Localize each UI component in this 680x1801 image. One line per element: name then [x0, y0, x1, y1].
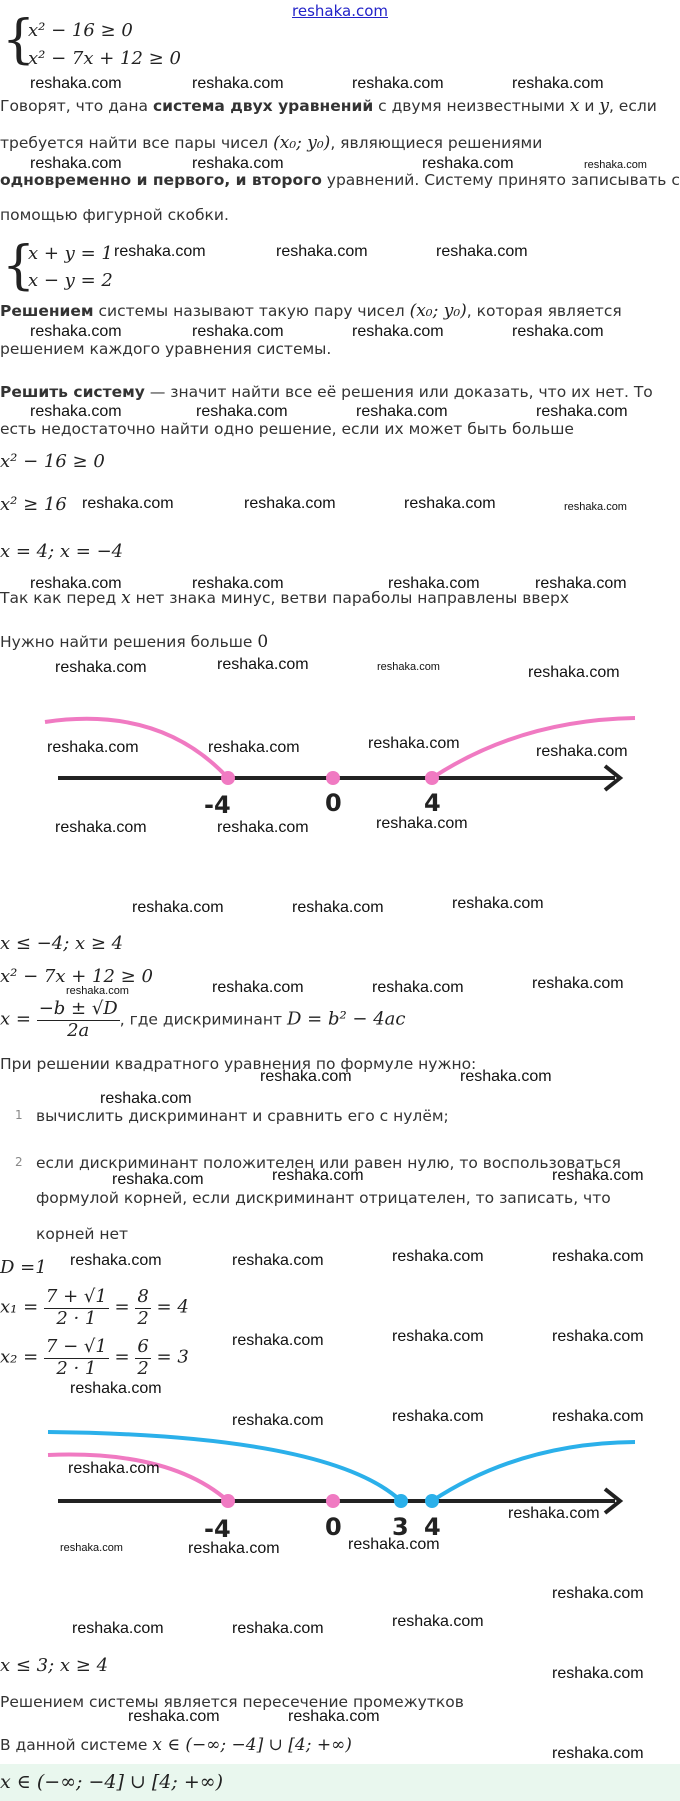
- intro-line1: Говорят, что дана система двух уравнений с двумя неизвестными x и y, если: [0, 96, 657, 116]
- list-item-2c: корней нет: [36, 1225, 129, 1243]
- watermark: reshaka.com: [208, 739, 300, 756]
- watermark: reshaka.com: [352, 75, 444, 92]
- watermark: reshaka.com: [82, 495, 174, 512]
- watermark: reshaka.com: [356, 403, 448, 420]
- answer-box: [0, 1764, 680, 1801]
- conclusion-line1: Решением системы является пересечение промежутков: [0, 1693, 464, 1711]
- point-0: [326, 1494, 340, 1508]
- watermark: reshaka.com: [100, 1090, 192, 1107]
- number-line-1: [0, 700, 680, 830]
- watermark: reshaka.com: [232, 1412, 324, 1429]
- watermark: reshaka.com: [352, 323, 444, 340]
- watermark: reshaka.com: [244, 495, 336, 512]
- system1-eq2: x² − 7x + 12 ≥ 0: [28, 48, 181, 69]
- watermark: reshaka.com: [272, 1167, 364, 1184]
- list-number-1: 1: [15, 1108, 23, 1122]
- quadratic-formula: x = $\frac{-b \pm √D}{2a}$ , где дискриминант D = b² − 4ac: [0, 998, 406, 1041]
- list-item-2b: формулой корней, если дискриминант отрицателен, то записать, что: [36, 1189, 611, 1207]
- watermark: reshaka.com: [564, 501, 627, 513]
- watermark: reshaka.com: [30, 403, 122, 420]
- intro-line3: одновременно и первого, и второго уравнений. Систему принято записывать с: [0, 171, 680, 189]
- watermark: reshaka.com: [584, 159, 647, 171]
- watermark: reshaka.com: [368, 735, 460, 752]
- solution-def-line1: Решением системы называют такую пару чисел (x₀; y₀), которая является: [0, 301, 622, 321]
- watermark: reshaka.com: [192, 155, 284, 172]
- watermark: reshaka.com: [348, 1536, 440, 1553]
- system1-eq1: x² − 16 ≥ 0: [28, 20, 133, 41]
- watermark: reshaka.com: [288, 1708, 380, 1725]
- watermark: reshaka.com: [392, 1613, 484, 1630]
- watermark: reshaka.com: [552, 1328, 644, 1345]
- watermark: reshaka.com: [404, 495, 496, 512]
- watermark: reshaka.com: [392, 1328, 484, 1345]
- solution-def-line2: решением каждого уравнения системы.: [0, 340, 332, 358]
- system2-brace: {: [2, 236, 36, 296]
- watermark: reshaka.com: [112, 1171, 204, 1188]
- watermark: reshaka.com: [217, 819, 309, 836]
- watermark: reshaka.com: [552, 1408, 644, 1425]
- watermark: reshaka.com: [55, 659, 147, 676]
- watermark: reshaka.com: [536, 403, 628, 420]
- root-x2: x₂ = $\frac{7 - √1}{2 \cdot 1}$ = $\frac{6}{2}$ = 3: [0, 1336, 189, 1379]
- watermark: reshaka.com: [532, 975, 624, 992]
- watermark: reshaka.com: [70, 1380, 162, 1397]
- watermark: reshaka.com: [30, 323, 122, 340]
- watermark: reshaka.com: [552, 1665, 644, 1682]
- watermark: reshaka.com: [47, 739, 139, 756]
- watermark: reshaka.com: [512, 323, 604, 340]
- tick-label-0: 0: [325, 789, 342, 817]
- watermark: reshaka.com: [552, 1167, 644, 1184]
- watermark: reshaka.com: [292, 899, 384, 916]
- blue-branch-right: [432, 1442, 635, 1501]
- list-number-2: 2: [15, 1155, 23, 1169]
- tick-label-3: 3: [392, 1513, 409, 1541]
- system2-eq2: x − y = 2: [28, 270, 113, 291]
- watermark: reshaka.com: [217, 656, 309, 673]
- rule-text: При решении квадратного уравнения по формуле нужно:: [0, 1055, 477, 1073]
- watermark: reshaka.com: [192, 75, 284, 92]
- watermark: reshaka.com: [232, 1620, 324, 1637]
- list-item-2a: если дискриминант положителен или равен нулю, то воспользоваться: [36, 1154, 621, 1172]
- watermark: reshaka.com: [192, 575, 284, 592]
- step1-note: Так как перед x нет знака минус, ветви параболы направлены вверх: [0, 588, 570, 608]
- point-4: [425, 1494, 439, 1508]
- watermark: reshaka.com: [388, 575, 480, 592]
- step1-line1: x² − 16 ≥ 0: [0, 451, 105, 472]
- system-brace: {: [2, 10, 36, 70]
- final-answer: x ∈ (−∞; −4] ∪ [4; +∞): [0, 1771, 223, 1793]
- system2-eq1: x + y = 1: [28, 243, 113, 264]
- point-4: [425, 771, 439, 785]
- step1-line2: x² ≥ 16: [0, 494, 67, 515]
- tick-label-0: 0: [325, 1513, 342, 1541]
- watermark: reshaka.com: [55, 819, 147, 836]
- discriminant-value: D =1: [0, 1257, 47, 1278]
- watermark: reshaka.com: [452, 895, 544, 912]
- top-watermark[interactable]: reshaka.com: [292, 2, 388, 20]
- conclusion-line2: В данной системе x ∈ (−∞; −4] ∪ [4; +∞): [0, 1735, 352, 1755]
- watermark: reshaka.com: [508, 1505, 600, 1522]
- step2-eq: x² − 7x + 12 ≥ 0: [0, 966, 153, 987]
- watermark: reshaka.com: [276, 243, 368, 260]
- tick-label-minus-4: -4: [204, 791, 231, 819]
- watermark: reshaka.com: [552, 1585, 644, 1602]
- watermark: reshaka.com: [512, 75, 604, 92]
- watermark: reshaka.com: [128, 1708, 220, 1725]
- watermark: reshaka.com: [535, 575, 627, 592]
- solve-def-line1: Решить систему — значит найти все её решения или доказать, что их нет. То: [0, 383, 653, 401]
- step1-line3: x = 4; x = −4: [0, 541, 124, 562]
- watermark: reshaka.com: [528, 664, 620, 681]
- watermark: reshaka.com: [536, 743, 628, 760]
- solve-def-line2: есть недостаточно найти одно решение, если их может быть больше: [0, 420, 574, 438]
- watermark: reshaka.com: [392, 1248, 484, 1265]
- watermark: reshaka.com: [552, 1248, 644, 1265]
- watermark: reshaka.com: [196, 403, 288, 420]
- watermark: reshaka.com: [232, 1252, 324, 1269]
- watermark: reshaka.com: [436, 243, 528, 260]
- watermark: reshaka.com: [72, 1620, 164, 1637]
- root-x1: x₁ = $\frac{7 + √1}{2 \cdot 1}$ = $\frac{8}{2}$ = 4: [0, 1286, 189, 1329]
- watermark: reshaka.com: [377, 661, 440, 673]
- tick-label-minus-4: -4: [204, 1515, 231, 1543]
- intro-line4: помощью фигурной скобки.: [0, 206, 229, 224]
- result2: x ≤ 3; x ≥ 4: [0, 1655, 109, 1676]
- tick-label-4: 4: [424, 789, 441, 817]
- watermark: reshaka.com: [30, 575, 122, 592]
- watermark: reshaka.com: [392, 1408, 484, 1425]
- watermark: reshaka.com: [232, 1332, 324, 1349]
- watermark: reshaka.com: [260, 1068, 352, 1085]
- watermark: reshaka.com: [376, 815, 468, 832]
- point-0: [326, 771, 340, 785]
- step1-need: Нужно найти решения больше 0: [0, 632, 269, 652]
- intro-line2: требуется найти все пары чисел (x₀; y₀), являющиеся решениями: [0, 133, 543, 153]
- result1: x ≤ −4; x ≥ 4: [0, 933, 124, 954]
- watermark: reshaka.com: [60, 1542, 123, 1554]
- watermark: reshaka.com: [70, 1252, 162, 1269]
- watermark: reshaka.com: [66, 985, 129, 997]
- point-minus-4: [221, 771, 235, 785]
- watermark: reshaka.com: [422, 155, 514, 172]
- watermark: reshaka.com: [188, 1540, 280, 1557]
- watermark: reshaka.com: [460, 1068, 552, 1085]
- tick-label-4: 4: [424, 1513, 441, 1541]
- watermark: reshaka.com: [30, 155, 122, 172]
- watermark: reshaka.com: [30, 75, 122, 92]
- number-line-2: [0, 1415, 680, 1545]
- point-3: [394, 1494, 408, 1508]
- point-minus-4: [221, 1494, 235, 1508]
- watermark: reshaka.com: [372, 979, 464, 996]
- list-item-1: вычислить дискриминант и сравнить его с нулём;: [36, 1107, 449, 1125]
- watermark: reshaka.com: [552, 1745, 644, 1762]
- watermark: reshaka.com: [132, 899, 224, 916]
- watermark: reshaka.com: [68, 1460, 160, 1477]
- watermark: reshaka.com: [212, 979, 304, 996]
- watermark: reshaka.com: [192, 323, 284, 340]
- watermark: reshaka.com: [114, 243, 206, 260]
